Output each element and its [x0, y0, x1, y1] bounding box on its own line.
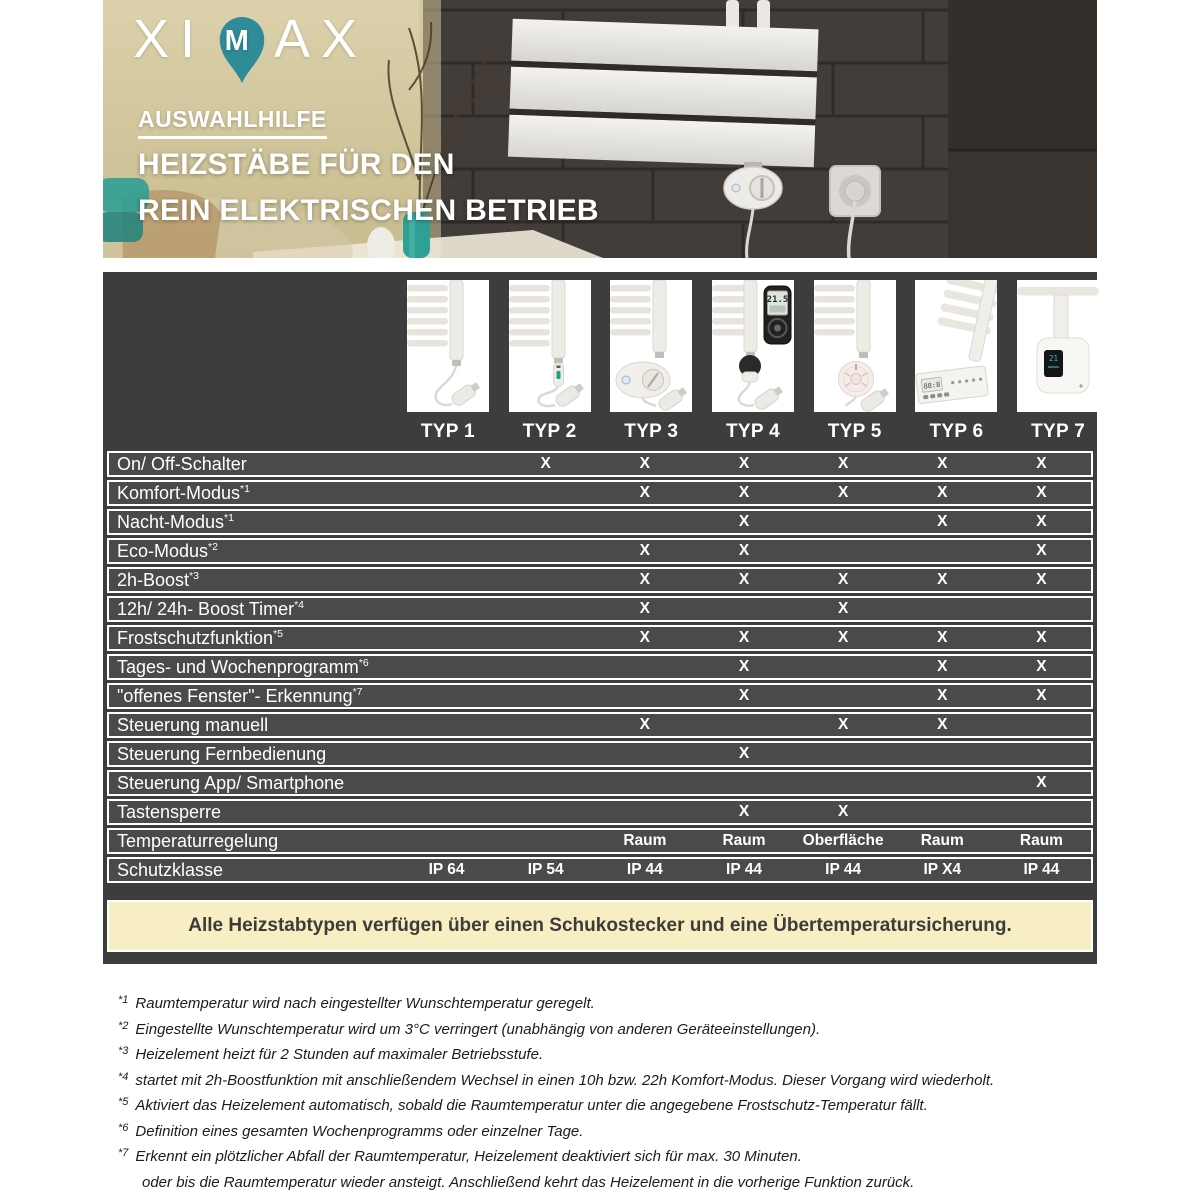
typ3-heating-rod-photo [610, 280, 692, 412]
feature-cell: X [639, 716, 651, 733]
feature-cell: X [937, 629, 948, 646]
feature-cell: X [837, 600, 849, 617]
feature-row [107, 567, 1093, 593]
feature-label: Temperaturregelung [117, 830, 279, 851]
feature-label: On/ Off-Schalter [117, 453, 247, 474]
footnote-ref: *6 [358, 656, 369, 669]
feature-label: "offenes Fenster"- Erkennung$^{*7}$ [117, 685, 363, 706]
footnote-line: $^{*5}$ Aktiviert das Heizelement automatisch, sobald die Raumtemperatur unter die angegebene Frostschutz-Temperatur fällt. [118, 1096, 928, 1114]
feature-cell: X [1036, 484, 1047, 501]
feature-cell: X [1036, 571, 1047, 588]
type-header-6: TYP 6 [929, 421, 984, 442]
footnote-line: $^{*2}$ Eingestellte Wunschtemperatur wird um 3°C verringert (unabhängig von anderen Geräteeinstellungen). [118, 1019, 821, 1038]
ximax-pin-icon [212, 10, 272, 95]
typ6-control-panel-photo [915, 280, 997, 412]
feature-row [107, 683, 1093, 709]
feature-cell: IP X4 [923, 861, 962, 878]
feature-cell: X [1036, 455, 1047, 472]
typ2-product-card [509, 280, 591, 412]
type-header-3: TYP 3 [624, 421, 679, 442]
footnote-marker: *5 [118, 1096, 129, 1108]
feature-cell: X [937, 455, 948, 472]
feature-cell: Oberfläche [802, 832, 884, 849]
feature-cell: Raum [920, 832, 964, 849]
feature-matrix [107, 451, 1093, 886]
footnote-ref: *2 [208, 540, 218, 553]
feature-label: Steuerung manuell [117, 714, 269, 735]
feature-label: Nacht-Modus$^{*1}$ [117, 511, 234, 532]
radiator-pipe [726, 0, 739, 30]
feature-cell: X [639, 542, 651, 559]
footnote-marker: *1 [118, 994, 129, 1006]
logo-text-left: XI [133, 9, 207, 69]
feature-cell: X [937, 658, 948, 675]
svg-text:21.5: 21.5 [766, 295, 789, 305]
feature-cell: X [738, 542, 750, 559]
feature-row [107, 741, 1093, 767]
type-header-4: TYP 4 [726, 421, 780, 442]
feature-cell: X [1036, 658, 1047, 675]
feature-row [107, 509, 1093, 535]
control-panel [916, 366, 989, 404]
feature-label: 12h/ 24h- Boost Timer$^{*4}$ [117, 598, 305, 619]
feature-cell: X [738, 513, 750, 530]
feature-label: Tages- und Wochenprogramm$^{*6}$ [117, 656, 369, 677]
note-banner: Alle Heizstabtypen verfügen über einen Schukostecker und eine Übertemperatursicherung. [107, 900, 1093, 952]
feature-row [107, 857, 1093, 883]
type-header-2: TYP 2 [522, 421, 577, 442]
product-photo-strip [397, 280, 1109, 412]
comparison-table-panel [103, 272, 1097, 964]
footnote-marker: *7 [118, 1147, 129, 1159]
feature-cell: X [937, 484, 948, 501]
typ7-product-card [1017, 280, 1099, 412]
feature-cell: X [738, 803, 750, 820]
footnote-line: oder bis die Raumtemperatur wieder ansteigt. Anschließend kehrt das Heizelement in die vorherige Funktion zurück. [142, 1173, 915, 1191]
feature-cell: Raum [623, 832, 667, 849]
logo-text-right: AX [274, 9, 369, 69]
footnote-line: $^{*3}$ Heizelement heizt für 2 Stunden auf maximaler Betriebsstufe. [118, 1045, 544, 1063]
footnotes [118, 992, 1138, 1194]
feature-cell: X [937, 716, 948, 733]
feature-cell: X [639, 571, 651, 588]
footnote-ref: *7 [352, 685, 363, 698]
feature-cell: X [738, 484, 750, 501]
eyebrow-auswahlhilfe: AUSWAHLHILFE [138, 106, 327, 139]
feature-cell: X [1036, 513, 1047, 530]
type-header-5: TYP 5 [827, 421, 882, 442]
feature-cell: IP 44 [825, 861, 862, 878]
footnote-line: $^{*1}$ Raumtemperatur wird nach eingestellter Wunschtemperatur geregelt. [118, 994, 595, 1012]
radiator-pipe [757, 0, 770, 30]
feature-label: Steuerung Fernbedienung [117, 743, 327, 764]
feature-cell: X [540, 455, 551, 472]
feature-row [107, 770, 1093, 796]
feature-cell: IP 64 [428, 861, 465, 878]
feature-label: Komfort-Modus$^{*1}$ [117, 482, 250, 503]
feature-cell: X [738, 629, 750, 646]
footnote-ref: *3 [189, 569, 199, 582]
svg-text:M: M [224, 24, 260, 57]
feature-cell: IP 54 [527, 861, 564, 878]
feature-cell: IP 44 [726, 861, 762, 878]
typ5-heating-rod-photo [814, 280, 896, 412]
typ1-heating-rod-photo [407, 280, 489, 412]
feature-row [107, 625, 1093, 651]
footnote-ref: *1 [224, 511, 234, 524]
svg-text:21: 21 [1049, 354, 1059, 363]
feature-cell: X [738, 658, 750, 675]
svg-text:88:8: 88:8 [923, 380, 942, 391]
page-title-line2: REIN ELEKTRISCHEN BETRIEB [138, 194, 599, 227]
feature-cell: X [639, 484, 651, 501]
feature-cell: IP 44 [1023, 861, 1060, 878]
feature-row [107, 712, 1093, 738]
feature-cell: X [738, 455, 750, 472]
feature-row [107, 480, 1093, 506]
typ4-product-card [712, 280, 794, 412]
footnote-line: $^{*7}$ Erkennt ein plötzlicher Abfall der Raumtemperatur, Heizelement deaktiviert sich für max. 30 Minuten. [118, 1147, 802, 1165]
feature-cell: X [837, 571, 849, 588]
feature-cell: X [738, 571, 750, 588]
feature-cell: X [937, 513, 948, 530]
footnote-ref: *4 [294, 598, 305, 611]
footnote-marker: *6 [118, 1121, 129, 1134]
typ4-heating-rod-with-remote-photo [712, 280, 794, 412]
feature-row [107, 596, 1093, 622]
ximax-logo [133, 9, 369, 95]
hero-header [103, 0, 1097, 258]
feature-cell: X [1036, 774, 1047, 791]
flat-panel-radiator [508, 19, 819, 168]
typ7-display-box-photo [1017, 280, 1099, 412]
feature-cell: Raum [1019, 832, 1063, 849]
feature-row [107, 654, 1093, 680]
typ5-product-card [814, 280, 896, 412]
footnote-ref: *5 [273, 627, 284, 640]
feature-row [107, 828, 1093, 854]
feature-cell: X [837, 716, 849, 733]
footnote-marker: *4 [118, 1070, 129, 1083]
feature-cell: X [1036, 687, 1047, 704]
feature-label: Frostschutzfunktion$^{*5}$ [117, 627, 284, 648]
type-header-row [397, 418, 1109, 446]
feature-cell: IP 44 [626, 861, 663, 878]
typ3-product-card [610, 280, 692, 412]
feature-cell: X [837, 803, 849, 820]
footnote-line: $^{*4}$ startet mit 2h-Boostfunktion mit anschließendem Wechsel in einen 10h bzw. 22h Komfort-Modus. Dieser Vorgang wird wiederholt. [118, 1070, 995, 1089]
footnote-ref: *1 [240, 482, 250, 495]
feature-cell: Raum [722, 832, 766, 849]
feature-cell: X [837, 484, 849, 501]
footnote-line: $^{*6}$ Definition eines gesamten Wochenprogramms oder einzelner Tage. [118, 1121, 584, 1140]
feature-cell: X [738, 687, 750, 704]
feature-row [107, 538, 1093, 564]
feature-cell: X [1036, 629, 1047, 646]
feature-label: Schutzklasse [117, 859, 224, 880]
footnote-marker: *2 [118, 1019, 129, 1032]
feature-label: 2h-Boost$^{*3}$ [117, 569, 199, 590]
feature-label: Tastensperre [117, 801, 222, 822]
typ1-product-card [407, 280, 489, 412]
typ2-heating-rod-photo [509, 280, 591, 412]
feature-cell: X [837, 455, 849, 472]
feature-cell: X [738, 745, 750, 762]
feature-cell: X [639, 629, 651, 646]
feature-label: Eco-Modus$^{*2}$ [117, 540, 218, 561]
feature-cell: X [639, 600, 651, 617]
type-header-7: TYP 7 [1031, 421, 1086, 442]
footnote-marker: *3 [118, 1045, 129, 1057]
feature-cell: X [639, 455, 651, 472]
type-header-1: TYP 1 [420, 421, 475, 442]
remote-control [764, 286, 791, 344]
feature-cell: X [937, 571, 948, 588]
page-title-line1: HEIZSTÄBE FÜR DEN [138, 148, 455, 181]
feature-label: Steuerung App/ Smartphone [117, 772, 345, 793]
feature-cell: X [837, 629, 849, 646]
feature-cell: X [1036, 542, 1047, 559]
typ6-product-card [915, 280, 997, 412]
feature-row [107, 799, 1093, 825]
feature-cell: X [937, 687, 948, 704]
feature-row [107, 451, 1093, 477]
